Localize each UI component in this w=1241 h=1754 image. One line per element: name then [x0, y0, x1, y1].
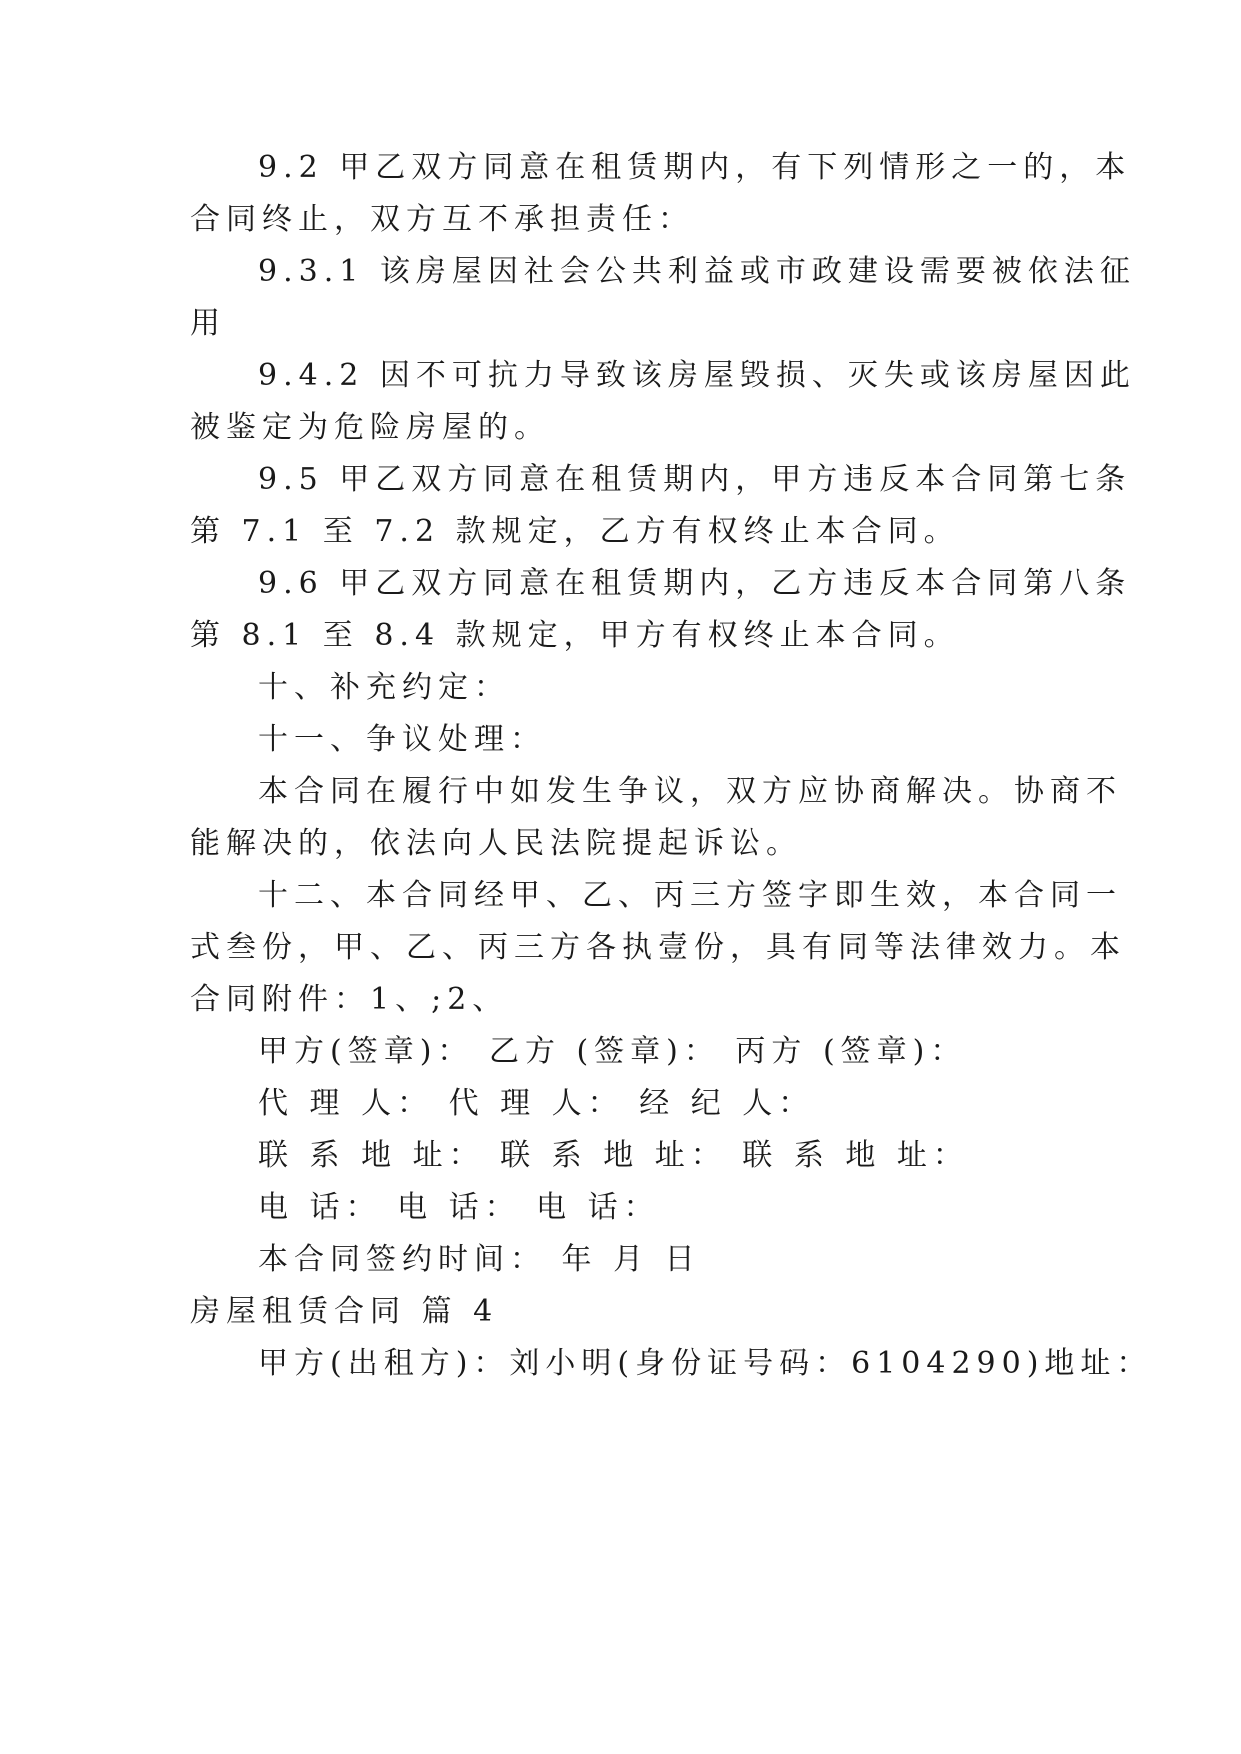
section-11-heading: 十一、争议处理： — [258, 722, 546, 757]
clause-9-4-2-line-1: 9.4.2 因不可抗力导致该房屋毁损、灭失或该房屋因此 — [258, 358, 1136, 393]
dispute-line-2: 能解决的，依法向人民法院提起诉讼。 — [190, 826, 802, 861]
clause-9-6-line-1: 9.6 甲乙双方同意在租赁期内，乙方违反本合同第八条 — [258, 566, 1132, 601]
signature-party-line: 甲方(签章)： 乙方 (签章)： 丙方 (签章)： — [258, 1034, 967, 1069]
agent-line: 代 理 人： 代 理 人： 经 纪 人： — [258, 1086, 815, 1121]
section-12-line-2: 式叁份，甲、乙、丙三方各执壹份，具有同等法律效力。本 — [190, 930, 1126, 965]
contact-address-line: 联 系 地 址： 联 系 地 址： 联 系 地 址： — [258, 1138, 969, 1173]
clause-9-5-line-2: 第 7.1 至 7.2 款规定，乙方有权终止本合同。 — [190, 514, 960, 549]
signing-date-line: 本合同签约时间： 年 月 日 — [258, 1242, 701, 1277]
clause-9-6-line-2: 第 8.1 至 8.4 款规定，甲方有权终止本合同。 — [190, 618, 960, 653]
clause-9-2-line-1: 9.2 甲乙双方同意在租赁期内，有下列情形之一的，本 — [258, 150, 1132, 185]
clause-9-2-line-2: 合同终止，双方互不承担责任： — [190, 202, 694, 237]
section-12-line-1: 十二、本合同经甲、乙、丙三方签字即生效，本合同一 — [258, 878, 1122, 913]
clause-9-5-line-1: 9.5 甲乙双方同意在租赁期内，甲方违反本合同第七条 — [258, 462, 1132, 497]
section-12-line-3: 合同附件：1、;2、 — [190, 982, 509, 1017]
clause-9-4-2-line-2: 被鉴定为危险房屋的。 — [190, 410, 550, 445]
section-10-heading: 十、补充约定： — [258, 670, 510, 705]
dispute-line-1: 本合同在履行中如发生争议，双方应协商解决。协商不 — [258, 774, 1122, 809]
lessor-info-line: 甲方(出租方)：刘小明(身份证号码：6104290)地址： — [258, 1346, 1153, 1381]
phone-line: 电 话： 电 话： 电 话： — [258, 1190, 660, 1225]
clause-9-3-1-line-2: 用 — [190, 306, 226, 341]
clause-9-3-1-line-1: 9.3.1 该房屋因社会公共利益或市政建设需要被依法征 — [258, 254, 1136, 289]
contract-section-heading: 房屋租赁合同 篇 4 — [190, 1294, 499, 1329]
